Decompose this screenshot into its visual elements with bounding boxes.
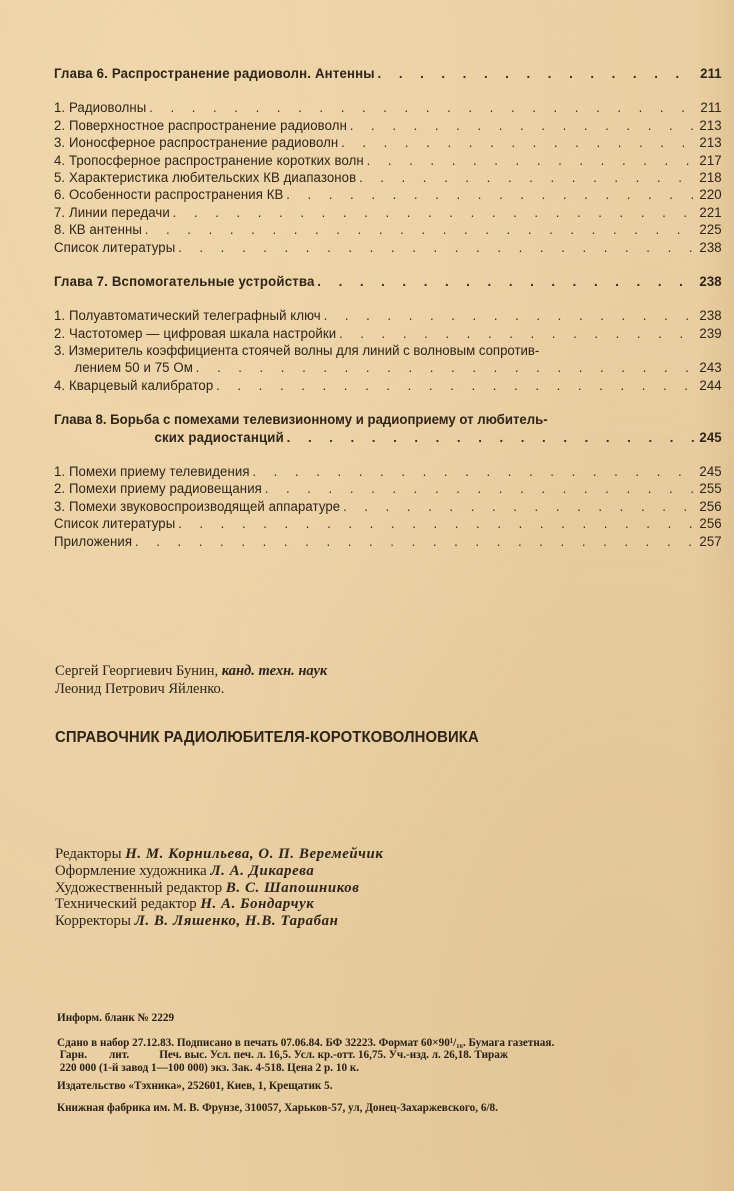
leader-dots [286,187,696,204]
toc-item[interactable] [54,205,722,222]
toc-item-title: Список литературы [54,239,176,256]
toc-item-title: 8. КВ антенны [54,222,142,239]
toc-page-number: 255 [699,481,722,498]
toc-page-number: 245 [699,429,722,446]
book-title: СПРАВОЧНИК РАДИОЛЮБИТЕЛЯ-КОРОТКОВОЛНОВИКА [55,729,479,746]
toc-item-title: 1. Полуавтоматический телеграфный ключ [54,308,321,325]
imprint-print-info: Печ. выс. Усл. печ. л. 16,5. Усл. кр.-отт. 16,75. Уч.-изд. л. 26,18. Тираж [159,1049,508,1061]
imprint-circulation: 220 000 (1-й завод 1—100 000) экз. Зак. 4-518. Цена 2 р. 10 к. [59,1061,360,1074]
leader-dots [350,118,697,135]
toc-item[interactable] [54,360,722,377]
toc-page-number: 225 [699,222,722,239]
toc-page-number: 238 [699,308,722,325]
leader-dots [287,430,697,447]
toc-item[interactable] [54,170,722,187]
toc-item-title: 5. Характеристика любительских КВ диапазонов [54,169,357,186]
author-name: Леонид Петрович Яйленко. [55,681,225,697]
author-degree: канд. техн. наук [221,663,328,679]
toc-page-number: 211 [700,66,722,82]
toc-item[interactable] [54,516,722,533]
inform-blank: Информ. бланк № 2229 [57,1012,175,1024]
imprint-line: Сдано в набор 27.12.83. Подписано в печать 07.06.84. БФ 32223. Формат 60×90¹/₁₆. Бумага газетная. [57,1036,555,1049]
imprint-line [57,1062,734,1075]
credit-role: Корректоры [55,913,131,930]
leader-dots [252,464,696,481]
toc-page-number: 256 [699,516,722,533]
credit-names: Н. М. Корнильева, О. П. Веремейчик [125,846,384,862]
toc-item-title: 3. Помехи звуковоспроизводящей аппаратуре [54,498,341,515]
toc-item-title: лением 50 и 75 Ом [74,360,193,377]
toc-item-title: 4. Тропосферное распространение коротких волн [54,152,364,169]
credit-names: Л. В. Ляшенко, Н.В. Тарабан [134,913,339,930]
leader-dots [196,360,697,377]
toc-item[interactable] [54,308,722,325]
toc-page-number: 238 [699,273,722,290]
toc-item-title: 2. Помехи приему радиовещания [54,481,262,498]
credit-line [55,896,383,913]
imprint-font: Гарн. [59,1049,87,1061]
toc-page-number: 213 [699,117,722,134]
toc-chapter-title: ских радиостанций [154,429,284,446]
toc-chapter-title: Глава 7. Вспомогательные устройства [54,273,315,290]
toc-item[interactable] [54,499,722,516]
leader-dots [265,481,697,498]
toc-item[interactable] [54,187,722,204]
author-line [55,680,327,698]
leader-dots [145,222,697,239]
toc-item[interactable] [54,118,722,135]
author-name: Сергей Георгиевич Бунин, [55,663,219,679]
leader-dots [359,170,697,187]
toc-page-number: 218 [699,169,722,186]
credit-line [55,880,383,897]
toc-page-number: 257 [699,533,722,550]
toc-item-title: 1. Радиоволны [54,100,147,117]
toc-item[interactable] [54,378,722,395]
leader-dots [178,240,697,257]
imprint-font-type: лит. [109,1049,130,1061]
toc-item-title: 7. Линии передачи [54,204,170,221]
credit-names: Л. А. Дикарева [210,862,315,879]
toc-item[interactable] [54,534,722,551]
toc-page-number: 245 [699,464,722,481]
publisher-line: Издательство «Тэхника», 252601, Киев, 1, Крещатик 5. [57,1080,333,1092]
toc-item[interactable] [54,135,722,152]
toc-item[interactable] [54,481,722,498]
author-line [55,662,327,680]
toc-item[interactable] [54,153,722,170]
toc-page-number: 221 [699,204,722,221]
toc-chapter-title: Глава 6. Распространение радиоволн. Антенны [54,66,375,82]
credit-role: Оформление художника [55,862,207,879]
toc-item-title: Приложения [54,533,133,550]
toc-item[interactable] [54,326,722,343]
leader-dots [324,308,697,325]
toc-item-title: 1. Помехи приему телевидения [54,464,250,481]
toc-page-number: 239 [699,325,722,342]
toc-page-number: 238 [699,239,722,256]
toc-item-line[interactable]: 3. Измеритель коэффициента стоячей волны для линий с волновым сопротив- [54,343,540,360]
leader-dots [135,534,697,551]
toc-item-title: Список литературы [54,516,176,533]
leader-dots [173,205,697,222]
leader-dots [378,66,698,83]
factory-line: Книжная фабрика им. М. В. Фрунзе, 310057, Харьков-57, ул, Донец-Захаржевского, 6/8. [57,1101,498,1114]
toc-page-number: 220 [699,187,722,204]
toc-item[interactable] [54,100,722,117]
credit-role: Художественный редактор [55,879,223,896]
toc-page-number: 217 [699,152,722,169]
leader-dots [343,499,697,516]
toc-item-title: 4. Кварцевый калибратор [54,377,214,394]
toc-item-title: 3. Ионосферное распространение радиоволн [54,135,339,152]
toc-page-number: 211 [700,100,722,117]
credit-line [55,863,383,880]
toc-item-title: 6. Особенности распространения КВ [54,187,284,204]
imprint [57,1012,734,1114]
leader-dots [367,153,697,170]
leader-dots [317,274,696,291]
leader-dots [339,326,697,343]
toc-page-number: 244 [699,377,722,394]
authors [55,662,327,698]
leader-dots [178,516,697,533]
table-of-contents [54,66,722,551]
credits [55,846,383,930]
credit-role: Технический редактор [55,896,197,913]
leader-dots [149,100,697,117]
toc-item-title: 2. Поверхностное распространение радиоволн [54,117,347,134]
leader-dots [341,135,697,152]
toc-item[interactable] [54,240,722,257]
imprint-line [57,1049,734,1062]
credit-names: В. С. Шапошников [225,879,360,896]
toc-item[interactable] [54,464,722,481]
toc-chapter-7[interactable] [54,274,722,291]
leader-dots [216,378,697,395]
toc-item-title: 2. Частотомер — цифровая шкала настройки [54,325,337,342]
toc-item[interactable] [54,222,722,239]
credit-names: Н. А. Бондарчук [200,896,315,913]
toc-chapter-8-line[interactable]: Глава 8. Борьба с помехами телевизионному и радиоприему от любитель- [54,412,548,429]
toc-chapter-8[interactable] [54,430,722,447]
credit-line [55,846,383,863]
credit-line [55,913,383,930]
credit-role: Редакторы [55,846,122,862]
toc-page-number: 213 [699,135,722,152]
toc-page-number: 243 [699,360,722,377]
toc-chapter-6[interactable] [54,66,722,83]
toc-page-number: 256 [699,498,722,515]
